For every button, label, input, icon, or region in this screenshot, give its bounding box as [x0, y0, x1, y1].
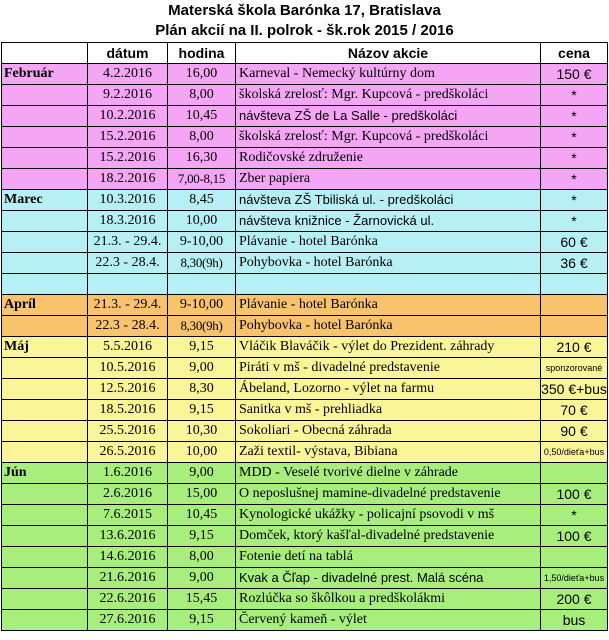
month-cell	[2, 400, 88, 421]
price-cell: *	[541, 190, 608, 211]
price-cell: 150 €	[541, 64, 608, 85]
price-cell	[541, 295, 608, 316]
table-row	[2, 484, 608, 505]
date-cell: 25.5.2016	[88, 421, 168, 442]
date-cell: 1.6.2016	[88, 463, 168, 484]
table-row	[2, 505, 608, 526]
table-row	[2, 148, 608, 169]
hour-cell: 16,00	[168, 64, 236, 85]
date-cell: 12.5.2016	[88, 379, 168, 400]
price-cell: 36 €	[541, 253, 608, 274]
price-cell: 1,50/dieťa+bus	[541, 568, 608, 589]
price-cell: 350 €+bus	[541, 379, 608, 400]
month-cell	[2, 148, 88, 169]
hour-cell: 9,15	[168, 526, 236, 547]
table-row	[2, 316, 608, 337]
action-cell: Ábeland, Lozorno - výlet na farmu	[236, 379, 541, 400]
action-cell: Karneval - Nemecký kultúrny dom	[236, 64, 541, 85]
month-cell	[2, 589, 88, 610]
hour-cell: 8,45	[168, 190, 236, 211]
price-cell: sponzorované	[541, 358, 608, 379]
table-row	[2, 547, 608, 568]
hour-cell: 8,00	[168, 127, 236, 148]
date-cell: 15.2.2016	[88, 127, 168, 148]
price-cell: 70 €	[541, 400, 608, 421]
hour-cell: 9,00	[168, 568, 236, 589]
date-cell: 13.6.2016	[88, 526, 168, 547]
price-header: cena	[541, 43, 608, 64]
table-row	[2, 85, 608, 106]
events-table	[1, 42, 608, 631]
action-cell: Domček, ktorý kašľal-divadelné predstavenie	[236, 526, 541, 547]
price-cell: 0,50/dieťa+bus	[541, 442, 608, 463]
month-cell	[2, 274, 88, 295]
month-cell	[2, 421, 88, 442]
hour-cell: 8,00	[168, 85, 236, 106]
date-cell: 27.6.2016	[88, 610, 168, 631]
action-cell: Pohybovka - hotel Barónka	[236, 316, 541, 337]
hour-cell: 9,15	[168, 337, 236, 358]
price-cell: *	[541, 127, 608, 148]
table-row	[2, 337, 608, 358]
price-cell: 100 €	[541, 526, 608, 547]
price-cell: *	[541, 106, 608, 127]
month-cell	[2, 505, 88, 526]
table-row	[2, 169, 608, 190]
price-cell: 100 €	[541, 484, 608, 505]
month-cell	[2, 316, 88, 337]
date-header: dátum	[88, 43, 168, 64]
hour-cell: 9,00	[168, 358, 236, 379]
table-row	[2, 64, 608, 85]
table-row	[2, 274, 608, 295]
date-cell: 18.2.2016	[88, 169, 168, 190]
hour-cell	[168, 274, 236, 295]
price-cell: bus	[541, 610, 608, 631]
month-cell	[2, 526, 88, 547]
action-cell: Rozlúčka so škôlkou a predškolákmi	[236, 589, 541, 610]
table-row	[2, 295, 608, 316]
table-row	[2, 610, 608, 631]
date-cell: 21.3. - 29.4.	[88, 295, 168, 316]
date-cell: 5.5.2016	[88, 337, 168, 358]
table-row	[2, 106, 608, 127]
hour-cell: 9,15	[168, 400, 236, 421]
table-row	[2, 568, 608, 589]
action-cell: Rodičovské združenie	[236, 148, 541, 169]
date-cell: 7.6.2015	[88, 505, 168, 526]
date-cell: 18.3.2016	[88, 211, 168, 232]
table-row	[2, 253, 608, 274]
month-cell: Máj	[2, 337, 88, 358]
hour-cell: 9,00	[168, 463, 236, 484]
month-cell	[2, 442, 88, 463]
hour-cell: 10,30	[168, 421, 236, 442]
action-cell: Kynologické ukážky - policajní psovodi v mš	[236, 505, 541, 526]
price-cell: 210 €	[541, 337, 608, 358]
table-row	[2, 358, 608, 379]
date-cell: 15.2.2016	[88, 148, 168, 169]
date-cell: 4.2.2016	[88, 64, 168, 85]
month-cell	[2, 85, 88, 106]
action-cell: Sanitka v mš - prehliadka	[236, 400, 541, 421]
month-cell: Jún	[2, 463, 88, 484]
month-cell	[2, 106, 88, 127]
table-row	[2, 400, 608, 421]
table-row	[2, 379, 608, 400]
month-cell: Apríl	[2, 295, 88, 316]
hour-cell: 8,30	[168, 379, 236, 400]
action-cell: Pohybovka - hotel Barónka	[236, 253, 541, 274]
date-cell: 14.6.2016	[88, 547, 168, 568]
table-row	[2, 442, 608, 463]
document-subtitle: Plán akcií na II. polrok - šk.rok 2015 / 2016	[155, 22, 454, 39]
action-cell: Zaži textil- výstava, Bibiana	[236, 442, 541, 463]
action-cell: Fotenie detí na tablá	[236, 547, 541, 568]
price-cell: 90 €	[541, 421, 608, 442]
date-cell: 10.3.2016	[88, 190, 168, 211]
month-cell	[2, 127, 88, 148]
action-cell: Vláčik Blaváčik - výlet do Prezident. záhrady	[236, 337, 541, 358]
action-cell: MDD - Veselé tvorivé dielne v záhrade	[236, 463, 541, 484]
date-cell: 10.5.2016	[88, 358, 168, 379]
price-cell: *	[541, 505, 608, 526]
action-cell: Plávanie - hotel Barónka	[236, 295, 541, 316]
date-cell: 26.5.2016	[88, 442, 168, 463]
action-cell	[236, 274, 541, 295]
table-row	[2, 589, 608, 610]
month-cell	[2, 568, 88, 589]
hour-cell: 16,30	[168, 148, 236, 169]
hour-cell: 15,45	[168, 589, 236, 610]
action-cell: školská zrelosť: Mgr. Kupcová - predškoláci	[236, 85, 541, 106]
month-cell	[2, 379, 88, 400]
month-cell	[2, 547, 88, 568]
table-row	[2, 190, 608, 211]
month-cell: Marec	[2, 190, 88, 211]
date-cell: 9.2.2016	[88, 85, 168, 106]
hour-cell: 10,45	[168, 106, 236, 127]
price-cell: *	[541, 211, 608, 232]
hour-cell: 9,15	[168, 610, 236, 631]
action-cell: návšteva ZŠ Tbiliská ul. - predškoláci	[236, 190, 541, 211]
table-row	[2, 232, 608, 253]
table-row	[2, 127, 608, 148]
month-header	[2, 43, 88, 64]
date-cell: 18.5.2016	[88, 400, 168, 421]
price-cell	[541, 316, 608, 337]
date-cell: 21.6.2016	[88, 568, 168, 589]
hour-cell: 10,00	[168, 442, 236, 463]
hour-cell: 8,30(9h)	[168, 253, 236, 274]
date-cell: 2.6.2016	[88, 484, 168, 505]
table-row	[2, 463, 608, 484]
action-cell: Plávanie - hotel Barónka	[236, 232, 541, 253]
hour-header: hodina	[168, 43, 236, 64]
date-cell: 22.3 - 28.4.	[88, 253, 168, 274]
table-header-row	[2, 43, 608, 64]
hour-cell: 8,00	[168, 547, 236, 568]
table-row	[2, 421, 608, 442]
price-cell	[541, 547, 608, 568]
action-cell: O neposlušnej mamine-divadelné predstavenie	[236, 484, 541, 505]
action-cell: školská zrelosť: Mgr. Kupcová - predškoláci	[236, 127, 541, 148]
action-cell: Piráti v mš - divadelné predstavenie	[236, 358, 541, 379]
price-cell	[541, 274, 608, 295]
month-cell	[2, 253, 88, 274]
date-cell: 10.2.2016	[88, 106, 168, 127]
document-title: Materská škola Barónka 17, Bratislava	[168, 2, 441, 19]
month-cell	[2, 232, 88, 253]
table-row	[2, 526, 608, 547]
action-cell: Zber papiera	[236, 169, 541, 190]
price-cell: *	[541, 169, 608, 190]
hour-cell: 10,00	[168, 211, 236, 232]
month-cell: Február	[2, 64, 88, 85]
date-cell: 21.3. - 29.4.	[88, 232, 168, 253]
price-cell	[541, 463, 608, 484]
month-cell	[2, 484, 88, 505]
hour-cell: 8,30(9h)	[168, 316, 236, 337]
action-cell: Kvak a Čľap - divadelné prest. Malá scéna	[236, 568, 541, 589]
month-cell	[2, 169, 88, 190]
hour-cell: 10,45	[168, 505, 236, 526]
price-cell: 200 €	[541, 589, 608, 610]
date-cell: 22.6.2016	[88, 589, 168, 610]
action-cell: Sokoliari - Obecná záhrada	[236, 421, 541, 442]
hour-cell: 15,00	[168, 484, 236, 505]
date-cell: 22.3 - 28.4.	[88, 316, 168, 337]
price-cell: *	[541, 148, 608, 169]
hour-cell: 9-10,00	[168, 295, 236, 316]
action-cell: Červený kameň - výlet	[236, 610, 541, 631]
date-cell	[88, 274, 168, 295]
month-cell	[2, 610, 88, 631]
month-cell	[2, 211, 88, 232]
hour-cell: 9-10,00	[168, 232, 236, 253]
table-row	[2, 211, 608, 232]
month-cell	[2, 358, 88, 379]
action-cell: návšteva knižnice - Žarnovická ul.	[236, 211, 541, 232]
action-header: Názov akcie	[236, 43, 541, 64]
action-cell: návšteva ZŠ de La Salle - predškoláci	[236, 106, 541, 127]
hour-cell: 7,00-8,15	[168, 169, 236, 190]
price-cell: 60 €	[541, 232, 608, 253]
price-cell: *	[541, 85, 608, 106]
